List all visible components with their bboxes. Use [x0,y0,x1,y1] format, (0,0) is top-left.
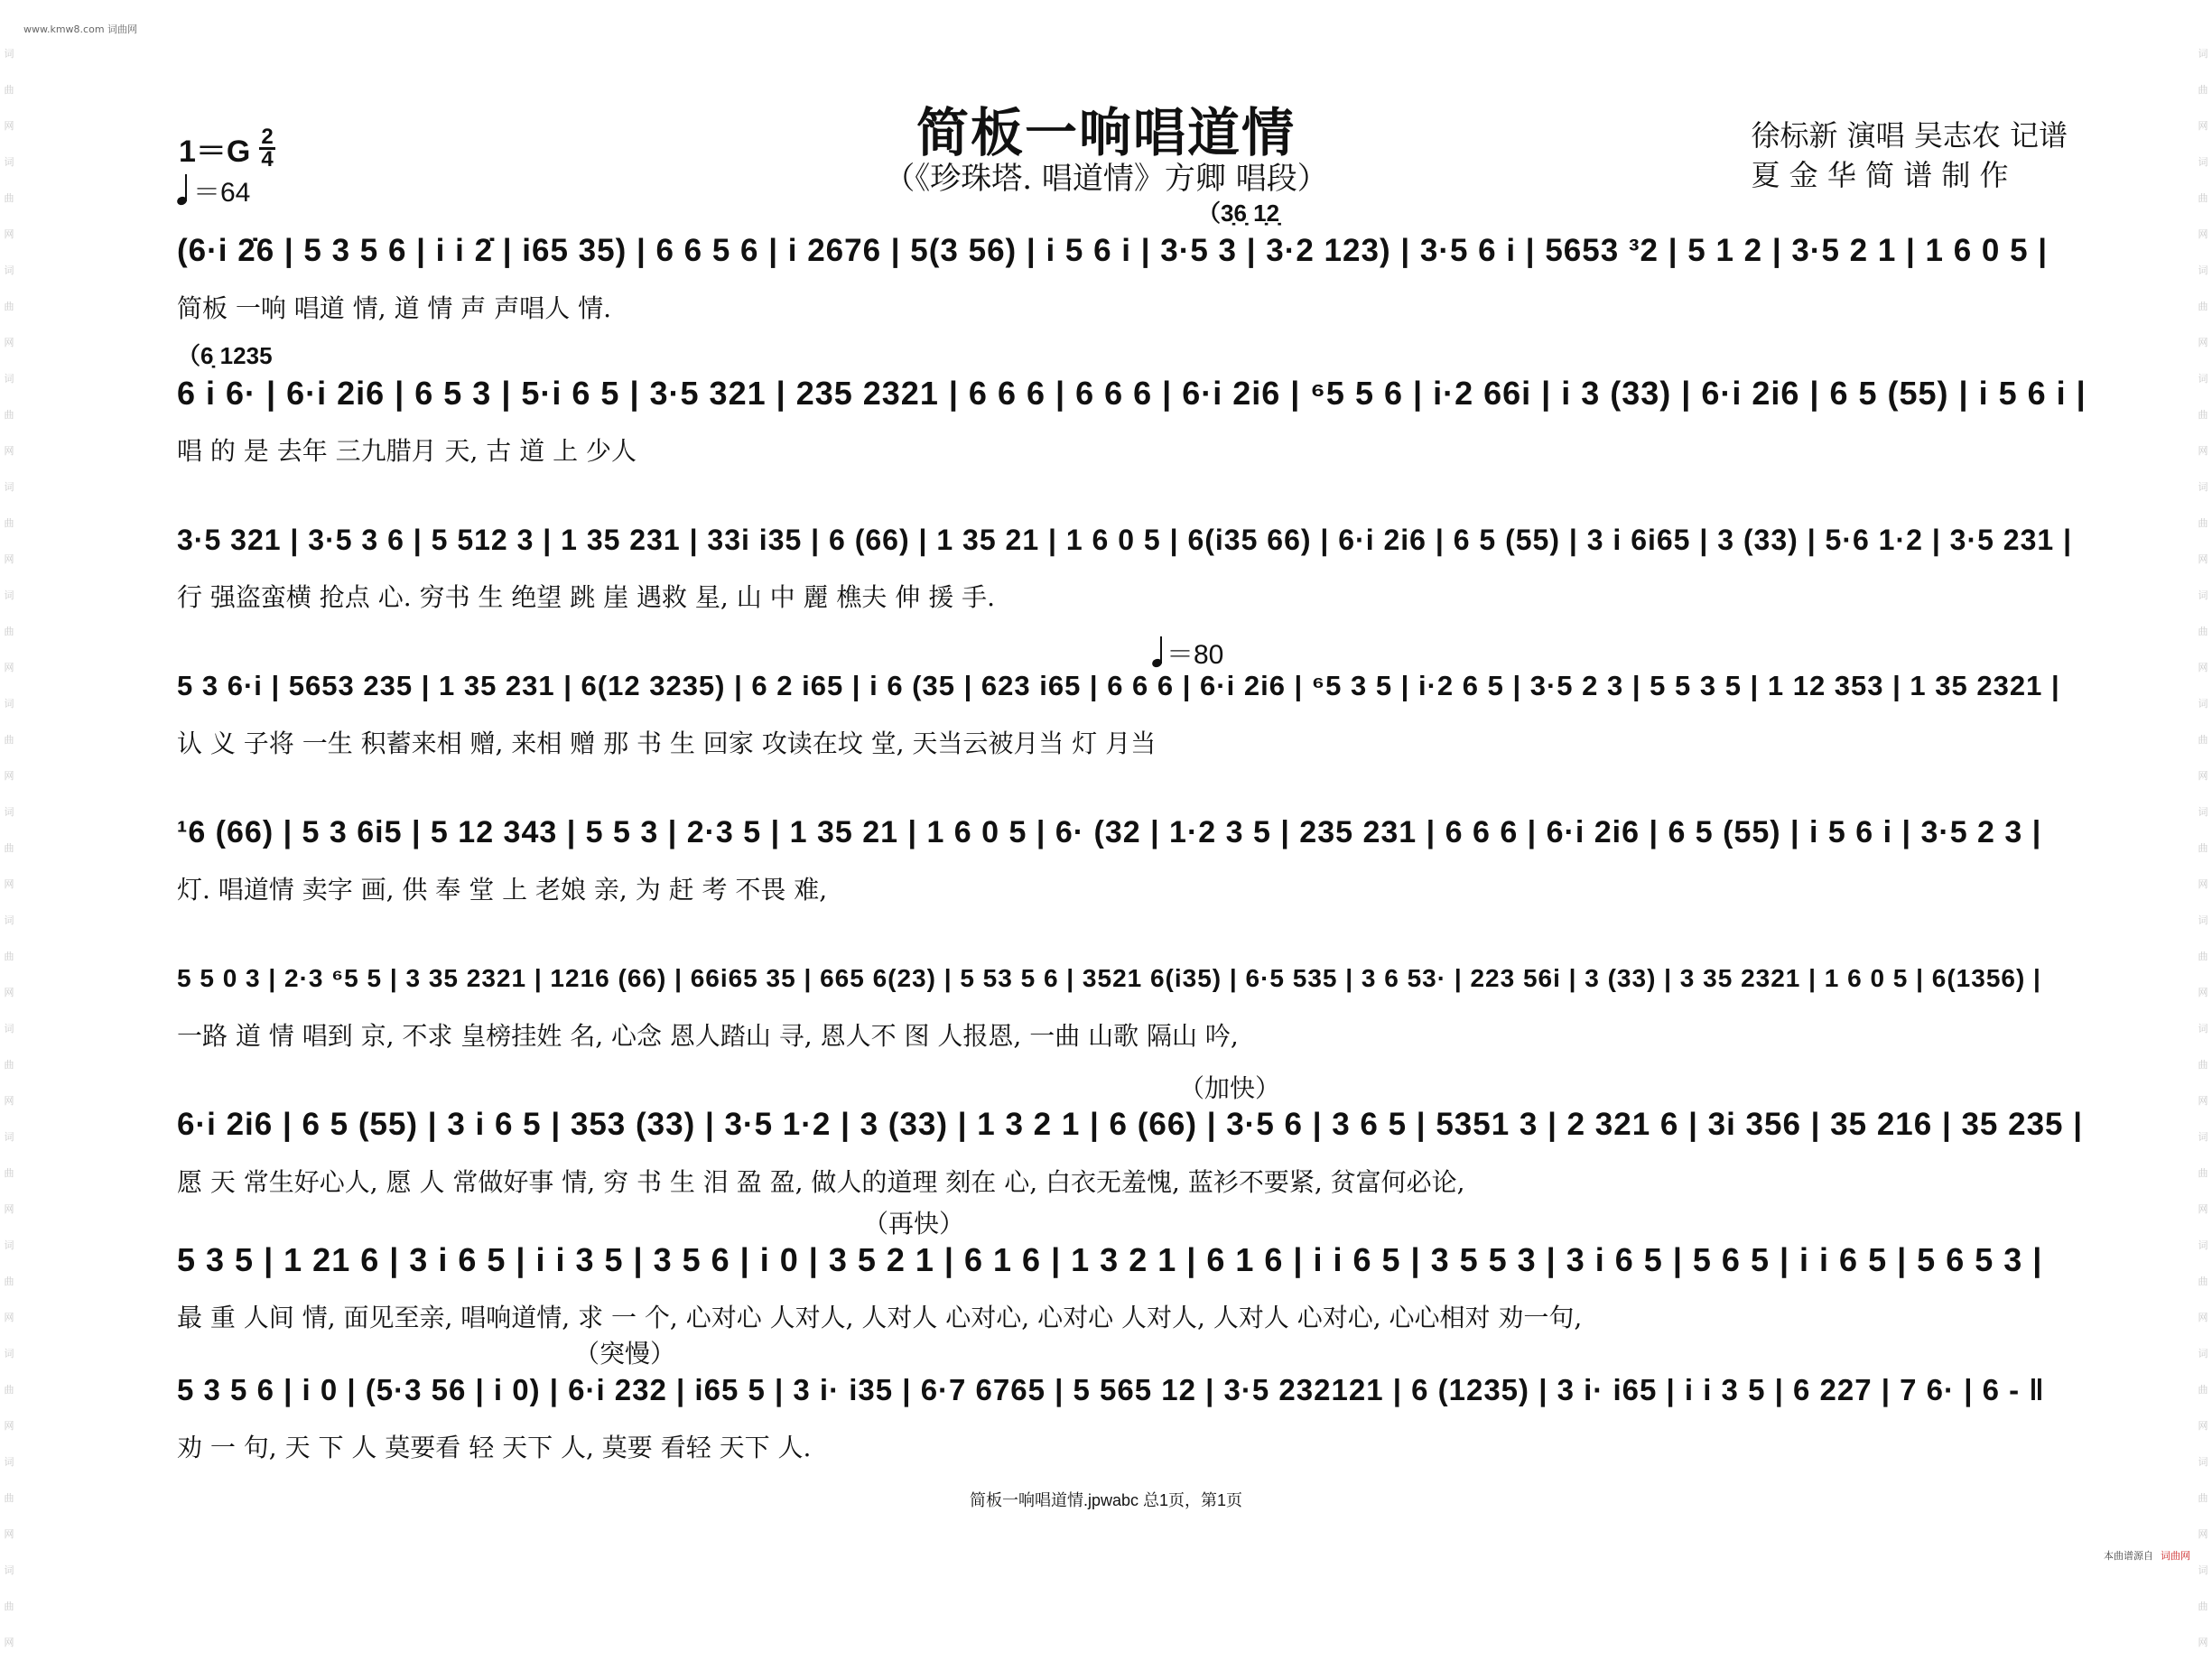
score-system [177,787,2091,923]
song-subtitle: （《珍珠塔. 唱道情》方卿 唱段） [884,161,1328,197]
notation-line: 5 3 6·i | 5653 235 | 1 35 231 | 6(12 3235) | 6 2 i65 | i 6 (35 | 623 i65 | 6 6 6 | 6·i 2i6 | ⁶5 3 5 | i·2 6 5 | 3·5 2 3 | 5 5 3 5 | 1 12 353 | 1 35 2321 | [177,670,2060,701]
side-watermark-left: 词曲网词曲网词曲网词曲网词曲网词曲网词曲网词曲网词曲网词曲网词曲网词曲网词曲网词曲网词曲网 [4,48,14,1648]
score-system [177,200,2091,341]
score-system [177,1073,2091,1215]
credits [1751,116,2068,195]
lyrics-line: 最 重 人间 情, 面见至亲, 唱响道情, 求 一 个, 心对心 人对人, 人对人 心对心, 心对心 人对人, 人对人 心对心, 心心相对 劝一句, [177,1303,1583,1332]
score-system [177,342,2091,484]
meter-top: 2 [261,125,274,149]
tempo-instruction: （突慢） [574,1339,676,1369]
notation-line: 5 3 5 | 1 21 6 | 3 i 6 5 | i i 3 5 | 3 5 6 | i 0 | 3 5 2 1 | 6 1 6 | 1 3 2 1 | 6 1 6 | i i 6 5 | 3 5 5 3 | 3 i 6 5 | 5 6 5 | i i 6 5 | 5 6 5 3 | [177,1241,2043,1278]
lyrics-line: 愿 天 常生好心人, 愿 人 常做好事 情, 穷 书 生 泪 盈 盈, 做人的道理 刻在 心, 白衣无羞愧, 蓝衫不要紧, 贫富何必论, [177,1167,1465,1197]
notation-line: 6·i 2i6 | 6 5 (55) | 3 i 6 5 | 353 (33) | 3·5 1·2 | 3 (33) | 1 3 2 1 | 6 (66) | 3·5 6 | 3 6 5 | 5351 3 | 2 321 6 | 3i 356 | 35 216 | 35 235 | [177,1107,2084,1142]
grace-annotation: （6̣ 1235 [177,342,273,369]
tempo-instruction: （加快） [1179,1073,1281,1103]
notation-line: 3·5 321 | 3·5 3 6 | 5 512 3 | 1 35 231 | 33i i35 | 6 (66) | 1 35 21 | 1 6 0 5 | 6(i35 66) | 6·i 2i6 | 6 5 (55) | 3 i 6i65 | 3 (33) | 5·6 1·2 | 3·5 231 | [177,523,2073,556]
page-footer: 简板一响唱道情.jpwabc 总1页，第1页 [969,1491,1243,1509]
lyrics-line: 认 义 子将 一生 积蓄来相 赠, 来相 赠 那 书 生 回家 攻读在坟 堂, 天当云被月当 灯 月当 [177,728,1157,758]
song-title: 简板一响唱道情 [915,102,1296,163]
meter-bottom: 4 [261,147,274,172]
site-watermark: www.kmw8.com 词曲网 [23,23,138,35]
source-tag-label: 本曲谱源自 [2104,1550,2153,1562]
tempo-value: ＝64 [193,178,251,208]
lyrics-line: 一路 道 情 唱到 京, 不求 皇榜挂姓 名, 心念 恩人踏山 寻, 恩人不 图 人报恩, 一曲 山歌 隔山 吟, [177,1021,1239,1051]
source-tag-site: 词曲网 [2161,1550,2190,1562]
tempo-change-value: ＝80 [1166,640,1224,670]
lyrics-line: 简板 一响 唱道 情, 道 情 声 声唱人 情. [177,293,612,323]
credit-performer: 徐标新 演唱 吴志农 记谱 [1751,118,2068,153]
lyrics-line: 行 强盗蛮横 抢点 心. 穷书 生 绝望 跳 崖 遇救 星, 山 中 麗 樵夫 伸 援 手. [177,582,996,612]
score-system [177,495,2091,630]
credit-arranger: 夏 金 华 简 谱 制 作 [1751,158,2009,192]
score-system [177,1209,2091,1350]
score-system [177,641,2091,776]
notation-line: 5 5 0 3 | 2·3 ⁶5 5 | 3 35 2321 | 1216 (66) | 66i65 35 | 665 6(23) | 5 53 5 6 | 3521 6(i35) | 6·5 535 | 3 6 53· | 223 56i | 3 (33) | 3 35 2321 | 1 6 0 5 | 6(1356) | [177,964,2041,992]
lyrics-line: 劝 一 句, 天 下 人 莫要看 轻 天下 人, 莫要 看轻 天下 人. [177,1433,812,1462]
grace-annotation: （3̣6̣ 1̣2̣ [1197,200,1280,227]
lyrics-line: 灯. 唱道情 卖字 画, 供 奉 堂 上 老娘 亲, 为 赶 考 不畏 难, [177,875,828,905]
side-watermark-right: 词曲网词曲网词曲网词曲网词曲网词曲网词曲网词曲网词曲网词曲网词曲网词曲网词曲网词曲网词曲网 [2198,48,2208,1648]
notation-line: ¹6 (66) | 5 3 6i5 | 5 12 343 | 5 5 3 | 2·3 5 | 1 35 21 | 1 6 0 5 | 6· (32 | 1·2 3 5 | 235 231 | 6 6 6 | 6·i 2i6 | 6 5 (55) | i 5 6 i | 3·5 2 3 | [177,814,2042,849]
score-system [177,933,2091,1069]
key-label: 1＝G [179,135,251,169]
notation-line: 6 i 6· | 6·i 2i6 | 6 5 3 | 5·i 6 5 | 3·5 321 | 235 2321 | 6 6 6 | 6 6 6 | 6·i 2i6 | ⁶5 5 6 | i·2 66i | i 3 (33) | 6·i 2i6 | 6 5 (55) | i 5 6 i | [177,375,2087,412]
notation-line: 5 3 5 6 | i 0 | (5·3 56 | i 0) | 6·i 232 | i65 5 | 3 i· i35 | 6·7 6765 | 5 565 12 | 3·5 232121 | 6 (1235) | 3 i· i65 | i i 3 5 | 6 227 | 7 6· | 6 - ‖ [177,1373,2045,1406]
tempo-instruction: （再快） [863,1209,965,1239]
notation-line: (6·i 2̇6 | 5 3 5 6 | i i 2̇ | i65 35) | 6 6 5 6 | i 2676 | 5(3 56) | i 5 6 i | 3·5 3 | 3·2 123) | 3·5 6 i | 5653 ³2 | 5 1 2 | 3·5 2 1 | 1 6 0 5 | [177,233,2049,268]
source-tag [2104,1548,2190,1563]
score-system [177,1339,2091,1480]
lyrics-line: 唱 的 是 去年 三九腊月 天, 古 道 上 少人 [177,436,637,466]
